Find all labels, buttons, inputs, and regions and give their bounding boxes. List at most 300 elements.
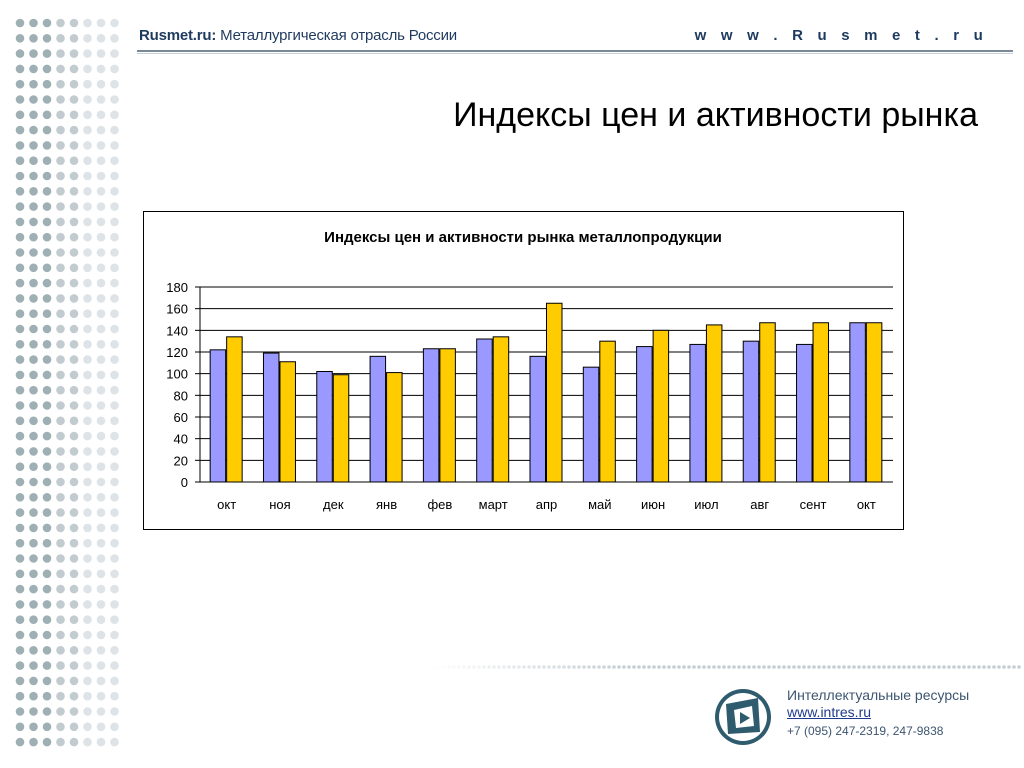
- pattern-dot: [110, 233, 119, 242]
- pattern-dot: [43, 80, 52, 89]
- footer-website-link[interactable]: www.intres.ru: [787, 704, 872, 720]
- pattern-dot: [43, 677, 52, 686]
- pattern-dot: [16, 279, 25, 288]
- pattern-dot: [43, 692, 52, 701]
- pattern-dot: [97, 218, 106, 227]
- pattern-dot: [110, 723, 119, 732]
- pattern-dot: [83, 19, 92, 28]
- pattern-dot: [83, 478, 92, 487]
- pattern-dot: [16, 34, 25, 43]
- pattern-dot: [29, 570, 38, 579]
- chart-frame: [143, 211, 904, 530]
- pattern-dot: [97, 95, 106, 104]
- pattern-dot: [97, 707, 106, 716]
- divider-dot: [692, 665, 696, 669]
- divider-dot: [852, 665, 856, 669]
- pattern-dot: [16, 585, 25, 594]
- x-tick-label: сент: [799, 497, 827, 512]
- pattern-dot: [29, 126, 38, 135]
- pattern-dot: [97, 462, 106, 471]
- pattern-dot: [83, 554, 92, 563]
- pattern-dot: [16, 401, 25, 410]
- x-tick-label: дек: [323, 497, 344, 512]
- pattern-dot: [97, 187, 106, 196]
- pattern-dot: [43, 447, 52, 456]
- header-site-tagline: Металлургическая отрасль России: [220, 27, 457, 44]
- pattern-dot: [110, 631, 119, 640]
- pattern-dot: [29, 202, 38, 211]
- pattern-dot: [16, 141, 25, 150]
- bar: [440, 349, 456, 482]
- pattern-dot: [110, 677, 119, 686]
- pattern-dot: [29, 447, 38, 456]
- y-tick-label: 160: [166, 301, 188, 317]
- pattern-dot: [70, 80, 79, 89]
- divider-dot: [612, 665, 616, 669]
- pattern-dot: [97, 371, 106, 380]
- divider-dot: [577, 665, 581, 669]
- pattern-dot: [56, 600, 65, 609]
- pattern-dot: [56, 279, 65, 288]
- pattern-dot: [29, 462, 38, 471]
- divider-dot: [562, 665, 566, 669]
- pattern-dot: [70, 202, 79, 211]
- pattern-dot: [70, 218, 79, 227]
- pattern-dot: [97, 202, 106, 211]
- pattern-dot: [56, 126, 65, 135]
- divider-dot: [437, 665, 441, 669]
- pattern-dot: [29, 309, 38, 318]
- pattern-dot: [97, 233, 106, 242]
- pattern-dot: [110, 417, 119, 426]
- divider-dot: [722, 665, 726, 669]
- bar: [760, 323, 776, 482]
- divider-dot: [622, 665, 626, 669]
- pattern-dot: [83, 264, 92, 273]
- pattern-dot: [56, 202, 65, 211]
- y-tick-label: 20: [173, 453, 188, 469]
- pattern-dot: [16, 723, 25, 732]
- pattern-dot: [29, 539, 38, 548]
- pattern-dot: [70, 340, 79, 349]
- x-tick-label: май: [588, 497, 612, 512]
- pattern-dot: [83, 233, 92, 242]
- pattern-dot: [16, 646, 25, 655]
- divider-dot: [537, 665, 541, 669]
- pattern-dot: [70, 172, 79, 181]
- pattern-dot: [16, 554, 25, 563]
- pattern-dot: [29, 692, 38, 701]
- pattern-dot: [110, 401, 119, 410]
- bar: [813, 323, 829, 482]
- pattern-dot: [110, 202, 119, 211]
- pattern-dot: [16, 432, 25, 441]
- pattern-dot: [110, 309, 119, 318]
- pattern-dot: [56, 417, 65, 426]
- x-tick-label: июн: [641, 497, 666, 512]
- pattern-dot: [56, 707, 65, 716]
- pattern-dot: [43, 325, 52, 334]
- pattern-dot: [43, 264, 52, 273]
- y-tick-label: 100: [166, 366, 188, 382]
- pattern-dot: [97, 49, 106, 58]
- divider-dot: [787, 665, 791, 669]
- pattern-dot: [29, 19, 38, 28]
- divider-dot: [557, 665, 561, 669]
- pattern-dot: [43, 309, 52, 318]
- pattern-dot: [16, 80, 25, 89]
- pattern-dot: [70, 401, 79, 410]
- pattern-dot: [56, 172, 65, 181]
- x-tick-label: ноя: [269, 497, 291, 512]
- pattern-dot: [110, 126, 119, 135]
- divider-dot: [587, 665, 591, 669]
- pattern-dot: [97, 386, 106, 395]
- pattern-dot: [16, 340, 25, 349]
- pattern-dot: [110, 692, 119, 701]
- pattern-dot: [16, 111, 25, 120]
- bar: [423, 349, 439, 482]
- pattern-dot: [43, 156, 52, 165]
- pattern-dot: [43, 95, 52, 104]
- pattern-dot: [83, 570, 92, 579]
- bar: [547, 303, 563, 482]
- pattern-dot: [97, 279, 106, 288]
- pattern-dot: [56, 80, 65, 89]
- bar: [387, 373, 403, 482]
- divider-dot: [747, 665, 751, 669]
- divider-dot: [847, 665, 851, 669]
- pattern-dot: [43, 19, 52, 28]
- pattern-dot: [43, 279, 52, 288]
- x-tick-label: фев: [427, 497, 453, 512]
- pattern-dot: [97, 141, 106, 150]
- pattern-dot: [43, 600, 52, 609]
- pattern-dot: [43, 141, 52, 150]
- pattern-dot: [43, 126, 52, 135]
- pattern-dot: [70, 279, 79, 288]
- pattern-dot: [97, 600, 106, 609]
- pattern-dot: [97, 355, 106, 364]
- pattern-dot: [70, 600, 79, 609]
- divider-dot: [962, 665, 966, 669]
- pattern-dot: [29, 279, 38, 288]
- divider-dot: [542, 665, 546, 669]
- pattern-dot: [70, 692, 79, 701]
- bar: [637, 347, 653, 482]
- pattern-dot: [97, 156, 106, 165]
- divider-dot: [477, 665, 481, 669]
- pattern-dot: [83, 156, 92, 165]
- pattern-dot: [70, 631, 79, 640]
- pattern-dot: [97, 570, 106, 579]
- divider-dot: [702, 665, 706, 669]
- pattern-dot: [16, 447, 25, 456]
- pattern-dot: [56, 447, 65, 456]
- pattern-dot: [29, 386, 38, 395]
- pattern-dot: [43, 570, 52, 579]
- pattern-dot: [97, 248, 106, 257]
- pattern-dot: [29, 49, 38, 58]
- divider-dot: [992, 665, 996, 669]
- divider-dot: [737, 665, 741, 669]
- bar: [317, 372, 333, 483]
- pattern-dot: [97, 493, 106, 502]
- divider-dot: [832, 665, 836, 669]
- divider-dot: [712, 665, 716, 669]
- pattern-dot: [83, 80, 92, 89]
- pattern-dot: [16, 172, 25, 181]
- pattern-dot: [110, 19, 119, 28]
- footer-phone: +7 (095) 247-2319, 247-9838: [787, 724, 944, 738]
- pattern-dot: [43, 723, 52, 732]
- pattern-dot: [16, 600, 25, 609]
- pattern-dot: [83, 677, 92, 686]
- pattern-dot: [110, 478, 119, 487]
- pattern-dot: [16, 631, 25, 640]
- pattern-dot: [70, 554, 79, 563]
- pattern-dot: [43, 49, 52, 58]
- pattern-dot: [83, 202, 92, 211]
- pattern-dot: [56, 309, 65, 318]
- pattern-dot: [97, 401, 106, 410]
- pattern-dot: [56, 539, 65, 548]
- pattern-dot: [43, 233, 52, 242]
- pattern-dot: [70, 294, 79, 303]
- bar: [493, 337, 509, 482]
- divider-dot: [907, 665, 911, 669]
- pattern-dot: [43, 539, 52, 548]
- pattern-dot: [83, 279, 92, 288]
- pattern-dot: [29, 478, 38, 487]
- pattern-dot: [29, 172, 38, 181]
- pattern-dot: [16, 355, 25, 364]
- pattern-dot: [16, 661, 25, 670]
- pattern-dot: [97, 111, 106, 120]
- pattern-dot: [56, 738, 65, 747]
- pattern-dot: [97, 264, 106, 273]
- pattern-dot: [56, 493, 65, 502]
- y-tick-label: 40: [173, 431, 188, 447]
- pattern-dot: [83, 49, 92, 58]
- pattern-dot: [16, 692, 25, 701]
- pattern-dot: [43, 417, 52, 426]
- pattern-dot: [97, 80, 106, 89]
- pattern-dot: [83, 65, 92, 74]
- bar: [227, 337, 243, 482]
- bar: [850, 323, 866, 482]
- divider-dot: [487, 665, 491, 669]
- divider-dot: [482, 665, 486, 669]
- pattern-dot: [29, 218, 38, 227]
- pattern-dot: [29, 371, 38, 380]
- x-tick-label: авг: [750, 497, 770, 512]
- pattern-dot: [83, 707, 92, 716]
- pattern-dot: [56, 631, 65, 640]
- pattern-dot: [83, 126, 92, 135]
- pattern-dot: [97, 524, 106, 533]
- pattern-dot: [97, 585, 106, 594]
- pattern-dot: [83, 539, 92, 548]
- pattern-dot: [43, 340, 52, 349]
- divider-dot: [917, 665, 921, 669]
- divider-dot: [472, 665, 476, 669]
- divider-dot: [497, 665, 501, 669]
- pattern-dot: [110, 432, 119, 441]
- pattern-dot: [70, 248, 79, 257]
- pattern-dot: [70, 585, 79, 594]
- pattern-dot: [83, 417, 92, 426]
- pattern-dot: [70, 187, 79, 196]
- divider-dot: [602, 665, 606, 669]
- pattern-dot: [43, 65, 52, 74]
- pattern-dot: [16, 371, 25, 380]
- pattern-dot: [43, 248, 52, 257]
- pattern-dot: [110, 508, 119, 517]
- x-tick-label: март: [478, 497, 508, 512]
- divider-dot: [677, 665, 681, 669]
- pattern-dot: [70, 524, 79, 533]
- pattern-dot: [16, 386, 25, 395]
- pattern-dot: [56, 723, 65, 732]
- pattern-dot: [70, 539, 79, 548]
- pattern-dot: [56, 677, 65, 686]
- footer-dot-divider: [430, 662, 1024, 672]
- pattern-dot: [43, 202, 52, 211]
- x-tick-label: янв: [376, 497, 398, 512]
- pattern-dot: [16, 570, 25, 579]
- pattern-dot: [110, 325, 119, 334]
- pattern-dot: [110, 49, 119, 58]
- divider-dot: [662, 665, 666, 669]
- divider-dot: [947, 665, 951, 669]
- divider-dot: [742, 665, 746, 669]
- pattern-dot: [70, 111, 79, 120]
- pattern-dot: [43, 401, 52, 410]
- pattern-dot: [97, 417, 106, 426]
- divider-dot: [527, 665, 531, 669]
- divider-dot: [867, 665, 871, 669]
- divider-dot: [822, 665, 826, 669]
- x-tick-label: окт: [217, 497, 237, 512]
- pattern-dot: [43, 738, 52, 747]
- y-tick-label: 0: [180, 475, 188, 490]
- pattern-dot: [29, 294, 38, 303]
- pattern-dot: [110, 172, 119, 181]
- pattern-dot: [70, 325, 79, 334]
- pattern-dot: [83, 325, 92, 334]
- bar: [600, 341, 616, 482]
- y-tick-label: 120: [166, 345, 188, 360]
- pattern-dot: [16, 493, 25, 502]
- divider-dot: [792, 665, 796, 669]
- bar: [530, 356, 546, 482]
- divider-dot: [952, 665, 956, 669]
- pattern-dot: [70, 615, 79, 624]
- divider-dot: [977, 665, 981, 669]
- pattern-dot: [16, 478, 25, 487]
- pattern-dot: [56, 462, 65, 471]
- decorative-dot-pattern: [0, 0, 130, 768]
- pattern-dot: [70, 738, 79, 747]
- pattern-dot: [56, 646, 65, 655]
- pattern-dot: [70, 65, 79, 74]
- pattern-dot: [83, 692, 92, 701]
- divider-dot: [922, 665, 926, 669]
- pattern-dot: [29, 264, 38, 273]
- divider-dot: [802, 665, 806, 669]
- divider-dot: [782, 665, 786, 669]
- pattern-dot: [97, 738, 106, 747]
- pattern-dot: [16, 218, 25, 227]
- pattern-dot: [43, 34, 52, 43]
- pattern-dot: [110, 386, 119, 395]
- pattern-dot: [110, 371, 119, 380]
- pattern-dot: [70, 19, 79, 28]
- pattern-dot: [29, 156, 38, 165]
- bar: [210, 350, 226, 482]
- pattern-dot: [83, 111, 92, 120]
- pattern-dot: [83, 141, 92, 150]
- bar: [690, 344, 706, 482]
- pattern-dot: [29, 80, 38, 89]
- pattern-dot: [16, 524, 25, 533]
- x-tick-label: апр: [535, 497, 558, 512]
- pattern-dot: [16, 508, 25, 517]
- pattern-dot: [97, 65, 106, 74]
- pattern-dot: [70, 386, 79, 395]
- pattern-dot: [16, 202, 25, 211]
- divider-dot: [617, 665, 621, 669]
- pattern-dot: [16, 233, 25, 242]
- divider-dot: [842, 665, 846, 669]
- pattern-dot: [110, 248, 119, 257]
- divider-dot: [467, 665, 471, 669]
- pattern-dot: [83, 340, 92, 349]
- divider-dot: [837, 665, 841, 669]
- pattern-dot: [110, 156, 119, 165]
- header-divider: [137, 50, 1013, 52]
- divider-dot: [632, 665, 636, 669]
- pattern-dot: [43, 508, 52, 517]
- pattern-dot: [16, 738, 25, 747]
- pattern-dot: [56, 34, 65, 43]
- pattern-dot: [110, 600, 119, 609]
- y-tick-label: 60: [173, 410, 188, 425]
- pattern-dot: [43, 478, 52, 487]
- bar-chart: [144, 212, 902, 528]
- pattern-dot: [110, 738, 119, 747]
- slide-title: Индексы цен и активности рынка: [453, 96, 978, 134]
- divider-dot: [502, 665, 506, 669]
- pattern-dot: [56, 141, 65, 150]
- pattern-dot: [16, 309, 25, 318]
- divider-dot: [762, 665, 766, 669]
- divider-dot: [942, 665, 946, 669]
- pattern-dot: [83, 508, 92, 517]
- footer-org-name: Интеллектуальные ресурсы: [787, 687, 970, 703]
- pattern-dot: [16, 462, 25, 471]
- pattern-dot: [29, 95, 38, 104]
- pattern-dot: [110, 80, 119, 89]
- divider-dot: [887, 665, 891, 669]
- pattern-dot: [97, 309, 106, 318]
- pattern-dot: [97, 447, 106, 456]
- pattern-dot: [29, 340, 38, 349]
- divider-dot: [637, 665, 641, 669]
- bar: [370, 356, 386, 482]
- pattern-dot: [83, 401, 92, 410]
